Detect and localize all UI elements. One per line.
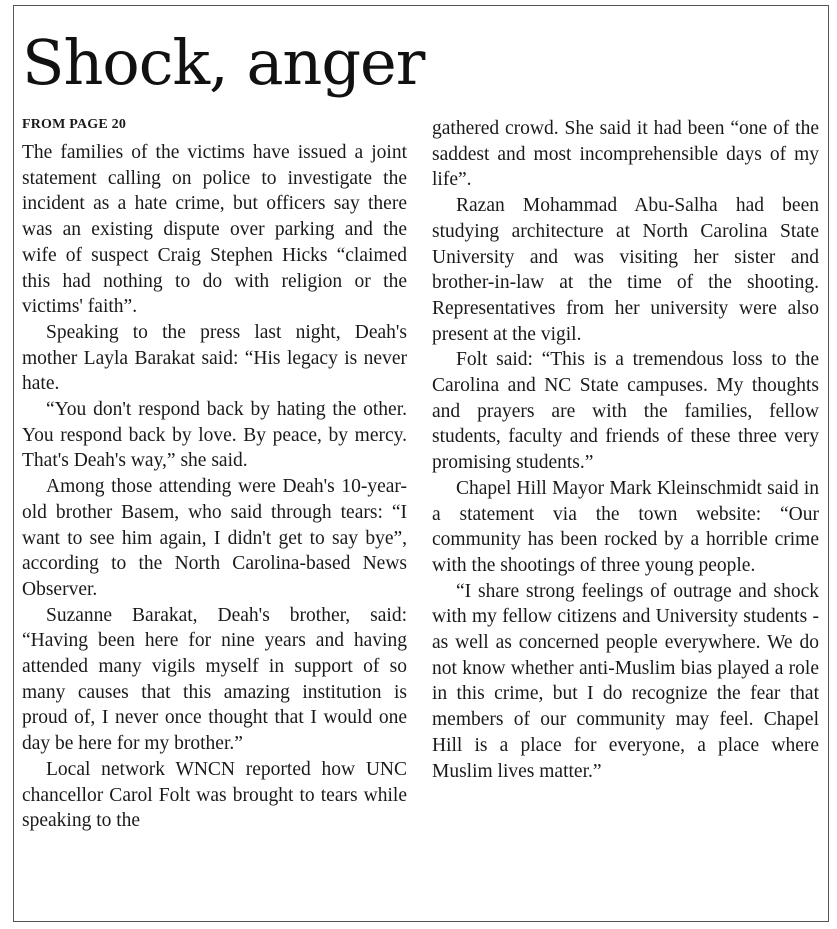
- paragraph: Among those attending were Deah's 10-year-old brother Basem, who said through tears: “I want to see him again, I didn't get to say bye”, according to the North Carolina-based News Observer.: [22, 476, 407, 600]
- right-column: [432, 116, 819, 784]
- paragraph: Suzanne Barakat, Deah's brother, said: “Having been here for nine years and having attended many vigils myself in support of so many causes that this amazing institution is proud of, I never once thought that I would one day be here for my brother.”: [22, 604, 407, 755]
- paragraph: “You don't respond back by hating the other. You respond back by love. By peace, by mercy. That's Deah's way,” she said.: [22, 399, 407, 472]
- paragraph: The families of the victims have issued a joint statement calling on police to investigate the incident as a hate crime, but officers say there was an existing dispute over parking and the wife of suspect Craig Stephen Hicks “claimed this had nothing to do with religion or the victims' faith”.: [22, 142, 407, 318]
- left-rule: [13, 5, 14, 921]
- headline: Shock, anger: [22, 26, 425, 99]
- bottom-rule: [13, 921, 829, 922]
- paragraph: Speaking to the press last night, Deah's mother Layla Barakat said: “His legacy is never hate.: [22, 321, 407, 395]
- paragraph: Razan Mohammad Abu-Salha had been studying architecture at North Carolina State University and was visiting her sister and brother-in-law at the time of the shooting. Representatives from her university were also present at the vigil.: [432, 195, 819, 345]
- jump-label: FROM PAGE 20: [22, 117, 127, 132]
- paragraph: “I share strong feelings of outrage and shock with my fellow citizens and University students - as well as concerned people everywhere. We do not know whether anti-Muslim bias played a role in this crime, but I do recognize the fear that members of our community may feel. Chapel Hill is a place for everyone, a place where Muslim lives matter.”: [432, 580, 819, 782]
- left-column: [22, 140, 407, 834]
- paragraph: gathered crowd. She said it had been “one of the saddest and most incomprehensible days of my life”.: [432, 118, 819, 191]
- right-rule: [828, 5, 829, 921]
- paragraph: Chapel Hill Mayor Mark Kleinschmidt said in a statement via the town website: “Our community has been rocked by a horrible crime with the shootings of three young people.: [432, 477, 819, 576]
- paragraph: Folt said: “This is a tremendous loss to the Carolina and NC State campuses. My thoughts and prayers are with the families, fellow students, faculty and friends of these three very promising students.”: [432, 349, 819, 474]
- paragraph: Local network WNCN reported how UNC chancellor Carol Folt was brought to tears while speaking to the: [22, 758, 407, 832]
- top-rule: [13, 5, 829, 6]
